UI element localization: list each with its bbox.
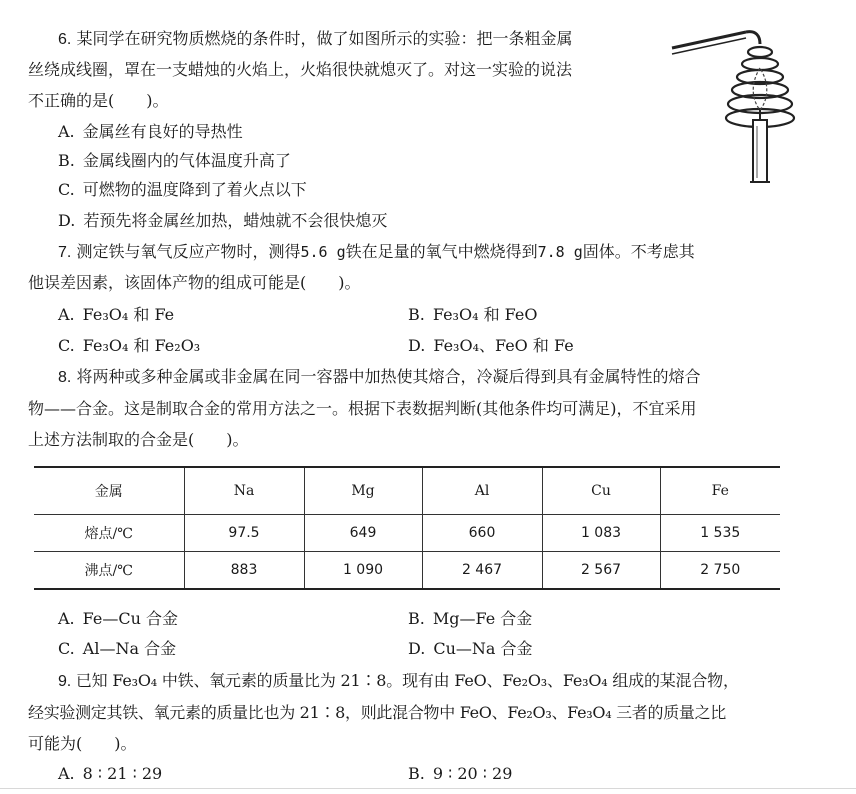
q7-option-a[interactable] xyxy=(58,304,174,326)
q6-line-1 xyxy=(58,28,572,51)
q6-line-3: 不正确的是( )。 xyxy=(28,91,169,110)
q9-number: 9. xyxy=(58,673,71,690)
option-letter: D. xyxy=(408,639,426,658)
option-text: 金属丝有良好的导热性 xyxy=(82,122,243,141)
table-row xyxy=(34,552,780,590)
table-cell: 2 750 xyxy=(660,552,780,590)
option-letter: C. xyxy=(58,639,75,658)
option-letter: C. xyxy=(58,336,75,355)
q8-option-b[interactable] xyxy=(408,608,532,630)
q9-line-2: 经实验测定其铁、氧元素的质量比也为 21∶8，则此混合物中 FeO、Fe₂O₃、Fe₃O₄ 三者的质量之比 xyxy=(28,703,726,722)
table-cell: 883 xyxy=(184,552,304,590)
q8-option-c[interactable] xyxy=(58,638,176,660)
q6-option-d[interactable] xyxy=(58,210,387,232)
option-letter: A. xyxy=(58,609,75,628)
option-letter: B. xyxy=(408,609,425,628)
q7-text-1a: 测定铁与氧气反应产物时，测得 xyxy=(76,242,301,261)
option-text: 8 ∶ 21 ∶ 29 xyxy=(82,764,163,783)
q8-option-d[interactable] xyxy=(408,638,533,660)
q7-option-b[interactable] xyxy=(408,304,537,326)
metal-properties-table xyxy=(34,466,780,590)
q6-text-1: 某同学在研究物质燃烧的条件时，做了如图所示的实验：把一条粗金属 xyxy=(76,29,573,48)
candle-with-wire-coil-icon xyxy=(668,22,808,192)
option-text: Fe₃O₄ 和 Fe xyxy=(82,305,175,324)
q7-text-1b: 铁在足量的氧气中燃烧得到 xyxy=(345,242,538,261)
table-header-cell: Na xyxy=(184,467,304,515)
option-text: Mg—Fe 合金 xyxy=(432,609,533,628)
option-letter: A. xyxy=(58,122,75,141)
q6-option-c[interactable] xyxy=(58,179,307,201)
q8-line-1 xyxy=(58,366,700,389)
q6-number: 6. xyxy=(58,31,72,48)
table-cell: 660 xyxy=(422,515,542,552)
option-letter: B. xyxy=(408,305,425,324)
table-cell: 2 467 xyxy=(422,552,542,590)
q9-text-1: 已知 Fe₃O₄ 中铁、氧元素的质量比为 21∶8。现有由 FeO、Fe₂O₃、Fe₃O₄ 组成的某混合物， xyxy=(75,671,739,690)
option-letter: C. xyxy=(58,180,75,199)
option-text: Cu—Na 合金 xyxy=(433,639,533,658)
table-cell: 1 083 xyxy=(542,515,660,552)
table-header-cell: 金属 xyxy=(34,467,184,515)
q7-mass-2: 7.8 g xyxy=(537,243,583,261)
q7-mass-1: 5.6 g xyxy=(300,243,346,261)
q9-line-3: 可能为( )。 xyxy=(28,734,137,753)
page-bottom-divider xyxy=(0,788,856,789)
option-letter: B. xyxy=(58,151,75,170)
q7-option-d[interactable] xyxy=(408,335,574,357)
table-header-cell: Fe xyxy=(660,467,780,515)
q6-line-2: 丝绕成线圈，罩在一支蜡烛的火焰上，火焰很快就熄灭了。对这一实验的说法 xyxy=(28,60,573,79)
q9-line-1 xyxy=(58,670,739,693)
q8-text-1: 将两种或多种金属或非金属在同一容器中加热使其熔合，冷凝后得到具有金属特性的熔合 xyxy=(76,367,701,386)
option-text: 可燃物的温度降到了着火点以下 xyxy=(82,180,307,199)
table-header-row xyxy=(34,467,780,515)
table-header-cell: Cu xyxy=(542,467,660,515)
table-cell: 97.5 xyxy=(184,515,304,552)
q7-line-2: 他误差因素，该固体产物的组成可能是( )。 xyxy=(28,273,361,292)
option-text: Fe₃O₄、FeO 和 Fe xyxy=(433,336,574,355)
option-text: Fe—Cu 合金 xyxy=(82,609,178,628)
row-label: 沸点/℃ xyxy=(34,552,184,590)
table-cell: 2 567 xyxy=(542,552,660,590)
q9-option-a[interactable] xyxy=(58,763,162,785)
table-cell: 649 xyxy=(304,515,422,552)
q8-line-2: 物——合金。这是制取合金的常用方法之一。根据下表数据判断(其他条件均可满足)，不宜采用 xyxy=(28,399,697,418)
q8-option-a[interactable] xyxy=(58,608,178,630)
option-text: 金属线圈内的气体温度升高了 xyxy=(82,151,291,170)
q8-line-3: 上述方法制取的合金是( )。 xyxy=(28,430,249,449)
option-text: Al—Na 合金 xyxy=(82,639,177,658)
option-letter: A. xyxy=(58,764,75,783)
q8-number: 8. xyxy=(58,369,72,386)
option-letter: D. xyxy=(58,211,76,230)
row-label: 熔点/℃ xyxy=(34,515,184,552)
q7-number: 7. xyxy=(58,244,72,261)
q9-option-b[interactable] xyxy=(408,763,512,785)
q7-text-1c: 固体。不考虑其 xyxy=(582,242,695,261)
option-text: 9 ∶ 20 ∶ 29 xyxy=(432,764,513,783)
table-header-cell: Al xyxy=(422,467,542,515)
q7-line-1 xyxy=(58,241,695,264)
table-row xyxy=(34,515,780,552)
table-cell: 1 090 xyxy=(304,552,422,590)
option-letter: D. xyxy=(408,336,426,355)
option-text: Fe₃O₄ 和 Fe₂O₃ xyxy=(82,336,201,355)
q6-option-b[interactable] xyxy=(58,150,291,172)
table-cell: 1 535 xyxy=(660,515,780,552)
table-header-cell: Mg xyxy=(304,467,422,515)
q7-option-c[interactable] xyxy=(58,335,200,357)
option-letter: B. xyxy=(408,764,425,783)
q6-option-a[interactable] xyxy=(58,121,243,143)
option-text: Fe₃O₄ 和 FeO xyxy=(432,305,538,324)
option-text: 若预先将金属丝加热，蜡烛就不会很快熄灭 xyxy=(83,211,388,230)
option-letter: A. xyxy=(58,305,75,324)
